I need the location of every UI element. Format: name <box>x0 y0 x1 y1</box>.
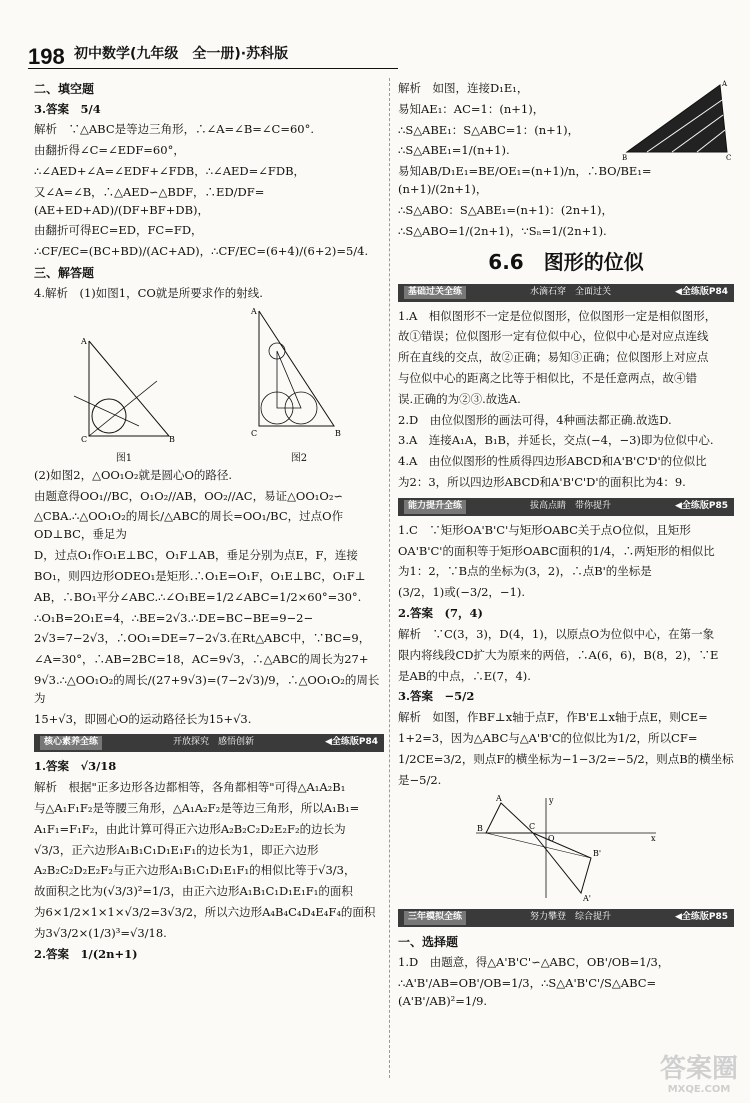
page-header <box>28 40 398 69</box>
q4-intro: 4.解析 (1)如图1，CO就是所要求作的射线. <box>34 285 263 300</box>
q1-line: 为6×1/2×1×1×√3/2=3√3/2，所以六边形A₄B₄C₄D₄E₄F₄的面积 <box>34 905 376 920</box>
top-line: 解析 如图，连接D₁E₁， <box>398 81 529 95</box>
q4-line: 9√3.∴△OO₁O₂的周长/(27+9√3)=(7−2√3)/9，∴△OO₁O₂的周长为 <box>34 672 380 705</box>
b-line: 1/2CE=3/2，则点F的横坐标为−1−3/2=−5/2，则点B的横坐标 <box>398 751 734 766</box>
svg-text:B': B' <box>593 849 602 859</box>
banner-label: 能力提升全练 <box>404 500 466 514</box>
q1-line: 与△A₁F₁F₂是等腰三角形，△A₁A₂F₂是等边三角形，所以A₁B₁= <box>34 801 360 815</box>
q1-line: 故面积之比为(√3/3)²=1/3，由正六边形A₁B₁C₁D₁E₁F₁的面积 <box>34 884 353 899</box>
q3-line: 解析 ∵△ABC是等边三角形，∴∠A=∠B=∠C=60°. <box>34 122 315 137</box>
banner-three-years <box>398 909 734 927</box>
q4-line: 15+√3，即圆心O的运动路径长为15+√3. <box>34 711 252 726</box>
left-column <box>34 78 384 967</box>
top-line: 易知AE₁：AC=1：(n+1)， <box>398 101 545 116</box>
q4-line: △CBA.∴△OO₁O₂的周长/△ABC的周长=OO₁/BC，过点O作OD⊥BC，垂足为 <box>34 509 344 542</box>
banner-subtitle: 开放探究 感悟创新 <box>172 737 254 748</box>
q3-answer: 3.答案 5/4 <box>34 101 101 116</box>
a-line: 与位似中心的距离之比等于相似比，不是任意两点，故④错 <box>398 370 697 385</box>
banner-label: 三年模拟全练 <box>404 911 466 925</box>
banner-basic <box>398 284 734 302</box>
banner-subtitle: 拔高点睛 带你提升 <box>529 500 611 511</box>
svg-text:C: C <box>529 822 536 832</box>
a-line: 4.A 由位似图形的性质得四边形ABCD和A'B'C'D'的位似比 <box>398 454 707 469</box>
banner-ability <box>398 498 734 516</box>
b-line: OA'B'C'的面积等于矩形OABC面积的1/4，∴两矩形的相似比 <box>398 543 715 558</box>
watermark-text: 答案圈 <box>659 1054 738 1085</box>
svg-text:B: B <box>477 824 483 834</box>
b-line: 1.C ∵矩形OA'B'C'与矩形OABC关于点O位似，且矩形 <box>398 522 691 537</box>
top-line: 易知AB/D₁E₁=BE/OE₁=(n+1)/n，∴BO/BE₁=(n+1)/(2n+1)， <box>398 164 652 197</box>
section-solve: 三、解答题 <box>34 266 95 281</box>
svg-text:C: C <box>251 428 258 438</box>
a-line: 3.A 连接A₁A，B₁B，并延长，交点(−4，−3)即为位似中心. <box>398 433 714 448</box>
svg-text:x: x <box>651 834 656 844</box>
triangle-fan-figure <box>622 80 734 160</box>
coordinate-figure <box>471 793 661 903</box>
banner-tag: ◀全练版P85 <box>674 500 728 511</box>
book-title: 初中数学(九年级 全一册)·苏科版 <box>74 46 289 62</box>
q2-answer: 2.答案 1/(2n+1) <box>34 946 138 961</box>
svg-text:y: y <box>549 796 554 806</box>
svg-text:A: A <box>496 794 502 804</box>
watermark-logo <box>660 1055 738 1095</box>
right-column <box>398 80 734 1013</box>
top-line: ∴S△ABE₁=1/(n+1). <box>398 143 510 158</box>
svg-text:A: A <box>251 306 257 316</box>
top-line: ∴S△ABO：S△ABE₁=(n+1)：(2n+1)， <box>398 202 614 217</box>
a-line: 误.正确的为②③.故选A. <box>398 391 521 406</box>
top-line: ∴S△ABE₁：S△ABC=1：(n+1)， <box>398 122 580 137</box>
column-divider <box>389 78 390 1078</box>
figure-2 <box>249 306 349 467</box>
q3-line: 由翻折可得EC=ED，FC=FD， <box>34 223 203 238</box>
banner-label: 基础过关全练 <box>404 286 466 300</box>
a-line: 所在直线的交点，故②正确；易知③正确；位似图形上对应点 <box>398 350 709 365</box>
section-choice: 一、选择题 <box>398 935 459 950</box>
svg-text:A: A <box>722 80 728 88</box>
section-title: 6.6 图形的位似 <box>488 249 644 274</box>
b-line: 1+2=3，因为△ABC与△A'B'C的位似比为1/2，所以CF= <box>398 730 698 745</box>
svg-text:O: O <box>548 834 555 844</box>
watermark-url: MXQE.COM <box>667 1084 731 1095</box>
b-line: 解析 ∵C(3，3)，D(4，1)，以原点O为位似中心，在第一象 <box>398 626 715 641</box>
b-line: 3.答案 −5/2 <box>398 689 475 704</box>
q3-line: 又∠A=∠B，∴△AED∽△BDF，∴ED/DF=(AE+ED+AD)/(DF+BF+DB)， <box>34 184 265 217</box>
q1-answer: 1.答案 √3/18 <box>34 759 117 774</box>
svg-text:C: C <box>726 154 732 160</box>
q3-line: ∴∠AED+∠A=∠EDF+∠FDB，∴∠AED=∠FDB， <box>34 164 306 179</box>
section-fill-blank: 二、填空题 <box>34 82 95 96</box>
svg-text:A: A <box>81 336 87 346</box>
q3-line: ∴CF/EC=(BC+BD)/(AC+AD)，∴CF/EC=(6+4)/(6+2)=5/4. <box>34 244 369 259</box>
q4-line: ∠A=30°，∴AB=2BC=18，AC=9√3，∴△ABC的周长为27+ <box>34 652 369 667</box>
triangle-path-figure <box>249 306 349 446</box>
c-line: 1.D 由题意，得△A'B'C'∽△ABC，OB'/OB=1/3， <box>398 954 670 969</box>
banner-core <box>34 734 384 752</box>
svg-text:B: B <box>335 428 341 438</box>
right-top <box>398 80 734 163</box>
q1-line: A₁F₁=F₁F₂，由此计算可得正六边形A₂B₂C₂D₂E₂F₂的边长为 <box>34 821 346 836</box>
a-line: 2.D 由位似图形的画法可得，4种画法都正确.故选D. <box>398 412 672 427</box>
banner-label: 核心素养全练 <box>40 736 102 750</box>
page-number: 198 <box>28 44 65 69</box>
right-top-text <box>398 80 613 163</box>
banner-subtitle: 水滴石穿 全面过关 <box>529 286 611 297</box>
a-line: 为2：3，所以四边形ABCD和A'B'C'D'的面积比为4：9. <box>398 475 686 489</box>
q4-line: 2√3=7−2√3，∴OO₁=DE=7−2√3.在Rt△ABC中，∵BC=9， <box>34 631 371 646</box>
b-line: 是−5/2. <box>398 772 442 787</box>
q1-line: 为3√3/2×(1/3)³=√3/18. <box>34 925 167 940</box>
b-line: 限内将线段CD扩大为原来的两倍，∴A(6，6)，B(8，2)，∵E <box>398 647 719 662</box>
q4-line: BO₁，则四边形ODEO₁是矩形.∴O₁E=O₁F，O₁E⊥BC，O₁F⊥ <box>34 568 366 583</box>
q4-line: ∴O₁B=2O₁E=4，∴BE=2√3.∴DE=BC−BE=9−2− <box>34 610 314 625</box>
q4-line: (2)如图2，△OO₁O₂就是圆心O的路径. <box>34 467 233 482</box>
q1-line: √3/3，正六边形A₁B₁C₁D₁E₁F₁的边长为1，即正六边形 <box>34 842 319 857</box>
banner-subtitle: 努力攀登 综合提升 <box>529 912 611 923</box>
triangle-incircle-figure <box>69 336 179 446</box>
q1-line: 解析 根据"正多边形各边都相等，各角都相等"可得△A₁A₂B₁ <box>34 780 346 795</box>
q3-line: 由翻折得∠C=∠EDF=60°， <box>34 143 185 158</box>
banner-tag: ◀全练版P84 <box>674 286 728 297</box>
q4-figures <box>34 306 384 467</box>
b-line: 2.答案 (7，4) <box>398 606 483 621</box>
q4-line: D，过点O₁作O₁E⊥BC，O₁F⊥AB，垂足分别为点E，F，连接 <box>34 548 358 563</box>
q1-line: A₂B₂C₂D₂E₂F₂与正六边形A₁B₁C₁D₁E₁F₁的相似比等于√3/3， <box>34 863 356 878</box>
b-line: (3/2，1)或(−3/2，−1). <box>398 585 526 600</box>
a-line: 故①错误；位似图形一定有位似中心，位似中心是对应点连线 <box>398 329 709 344</box>
b-line: 解析 如图，作BF⊥x轴于点F，作B'E⊥x轴于点E，则CE= <box>398 710 708 725</box>
svg-text:B: B <box>622 154 628 160</box>
b-line: 为1：2，∵B点的坐标为(3，2)，∴点B'的坐标是 <box>398 564 652 579</box>
top-line: ∴S△ABO=1/(2n+1)，∵Sₙ=1/(2n+1). <box>398 223 607 238</box>
svg-text:B: B <box>169 434 175 444</box>
c-line: ∴A'B'/AB=OB'/OB=1/3，∴S△A'B'C'/S△ABC=(A'B'/AB)²=1/9. <box>398 975 657 1008</box>
figure-1-caption: 图1 <box>115 453 133 465</box>
b-line: 是AB的中点，∴E(7，4). <box>398 668 531 683</box>
q4-line: 由题意得OO₁//BC，O₁O₂//AB，OO₂//AC，易证△OO₁O₂∽ <box>34 488 344 503</box>
figure-1 <box>69 336 179 467</box>
banner-tag: ◀全练版P85 <box>674 912 728 923</box>
svg-text:C: C <box>81 434 88 444</box>
a-line: 1.A 相似图形不一定是位似图形，位似图形一定是相似图形， <box>398 308 717 323</box>
banner-tag: ◀全练版P84 <box>324 737 378 748</box>
svg-text:A': A' <box>583 894 591 904</box>
figure-2-caption: 图2 <box>290 453 308 465</box>
q4-line: AB，∴BO₁平分∠ABC.∴∠O₁BE=1/2∠ABC=1/2×60°=30°. <box>34 589 362 604</box>
